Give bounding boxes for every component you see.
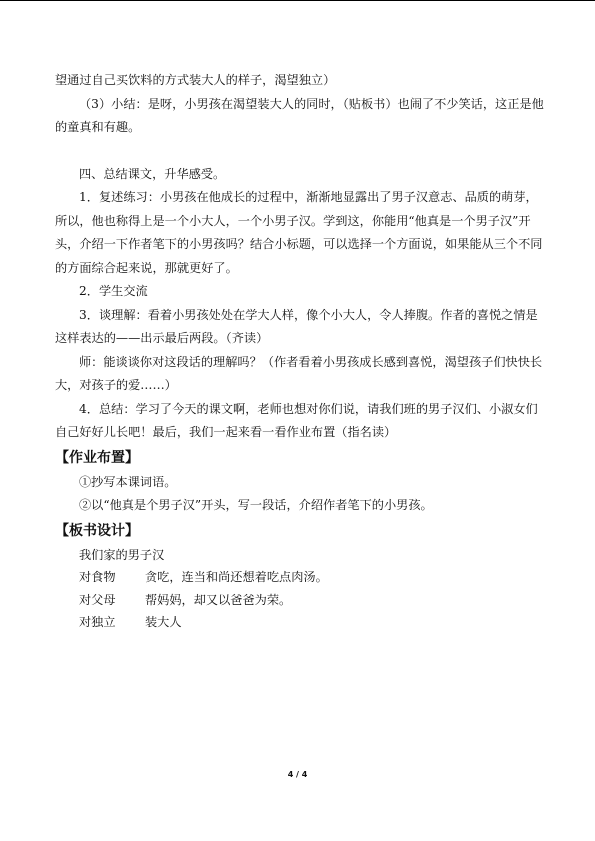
section-heading-4: 四、总结课文，升华感受。 [79, 166, 226, 181]
section4-item-2: 2．学生交流 [79, 284, 148, 298]
document-body [55, 69, 545, 634]
board-title [79, 544, 545, 567]
board-row-value: 贪吃，连当和尚还想着吃点肉汤。 [145, 570, 328, 584]
section4-item-4: 4．总结：学习了今天的课文啊，老师也想对你们说，请我们班的男子汉们、小淑女们自己好好儿长吧！最后，我们一起来看一看作业布置（指名读） [55, 401, 538, 439]
board-title-text: 我们家的男子汉 [79, 547, 165, 562]
homework-item-1: ①抄写本课词语。 [79, 474, 177, 489]
board-row-key: 对独立 [79, 615, 116, 629]
section4-item-1: 1．复述练习：小男孩在他成长的过程中，渐渐地显露出了男子汉意志、品质的萌芽，所以，他也称得上是一个小大人，一个小男子汉。学到这，你能用“他真是一个男子汉”开头，介绍一下作者笔下的小男孩吗？结合小标题，可以选择一个方面说，如果能从三个不同的方面综合起来说，那就更好了。 [55, 190, 543, 275]
paragraph-summary: （3）小结：是呀，小男孩在渴望装大人的同时，（贴板书）也闹了不少笑话，这正是他的童真和有趣。 [55, 96, 544, 134]
section4-teacher-question: 师：能谈谈你对这段话的理解吗？（作者看着小男孩成长感到喜悦，渴望孩子们快快长大，对孩子的爱……） [55, 354, 543, 392]
board-row-value: 帮妈妈，却又以爸爸为荣。 [145, 592, 292, 607]
board-row-key: 对父母 [79, 592, 116, 607]
board-design [55, 544, 545, 634]
homework-list [55, 471, 545, 518]
section4-item-3: 3．谈理解：看着小男孩处处在学大人样，像个小大人，令人捧腹。作者的喜悦之情是这样表达的——出示最后两段。（齐读） [55, 307, 538, 345]
board-row [79, 611, 545, 634]
board-heading: 【板书设计】 [55, 522, 139, 539]
homework-heading: 【作业布置】 [55, 449, 139, 466]
board-row [79, 566, 545, 589]
board-row-key: 对食物 [79, 570, 116, 584]
board-row [79, 589, 545, 612]
paragraph-continuation: 望通过自己买饮料的方式装大人的样子，渴望独立） [55, 73, 336, 87]
homework-item-2: ②以“他真是个男子汉”开头，写一段话，介绍作者笔下的小男孩。 [79, 498, 433, 512]
spacer [55, 140, 545, 163]
board-row-value: 装大人 [145, 615, 182, 629]
page-number: 4 / 4 [287, 770, 308, 779]
header-rule [0, 0, 595, 1]
